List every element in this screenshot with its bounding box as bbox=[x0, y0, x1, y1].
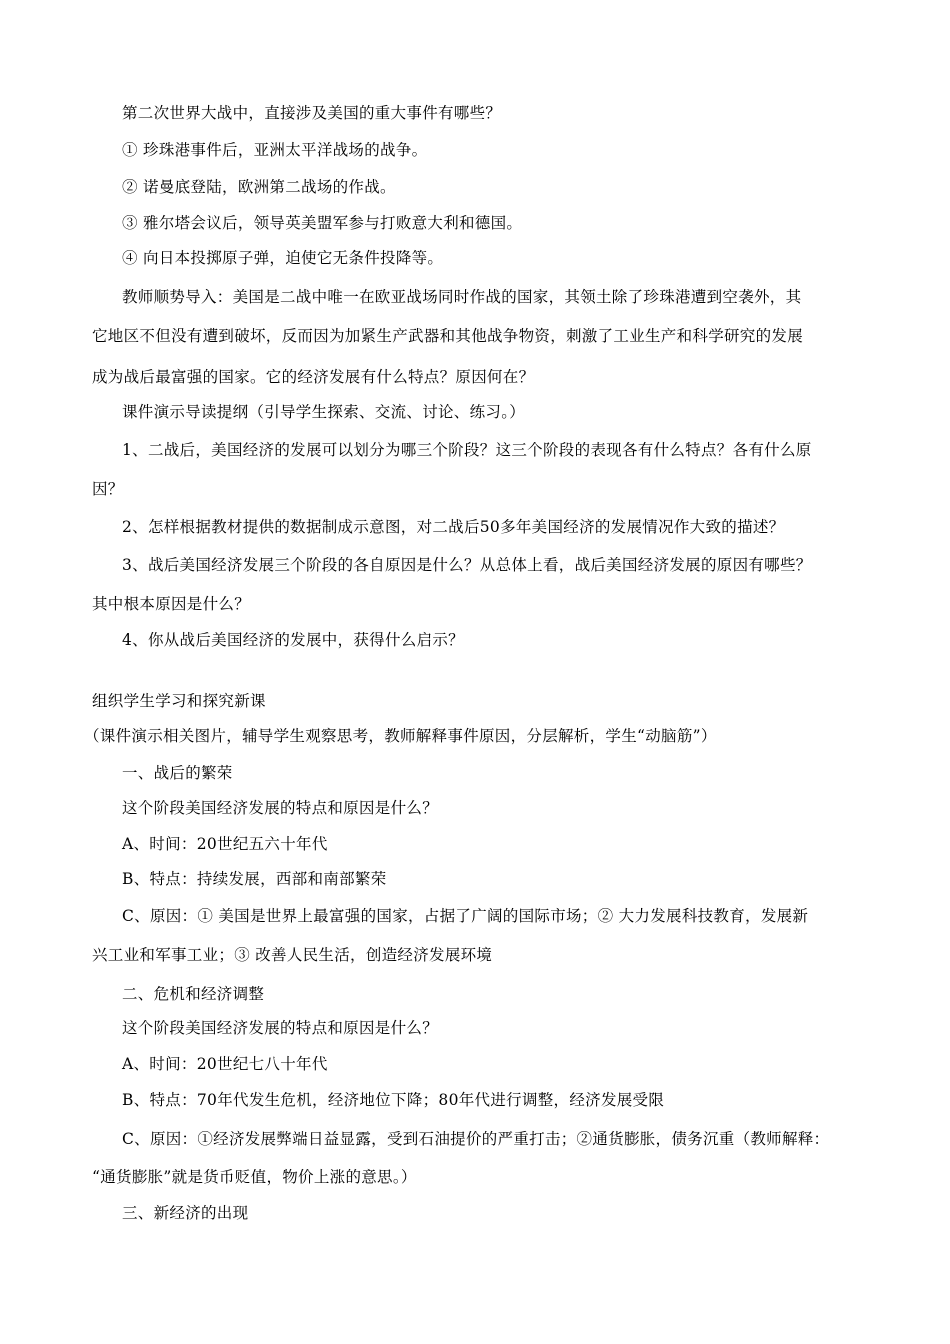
part3-title: 三、新经济的出现 bbox=[122, 1204, 249, 1222]
event-item-3: ③ 雅尔塔会议后，领导英美盟军参与打败意大利和德国。 bbox=[122, 214, 523, 232]
event-item-1: ① 珍珠港事件后，亚洲太平洋战场的战争。 bbox=[122, 141, 428, 159]
question-heading: 第二次世界大战中，直接涉及美国的重大事件有哪些？ bbox=[122, 104, 502, 122]
outline-q3-line-1: 3、战后美国经济发展三个阶段的各自原因是什么？从总体上看，战后美国经济发展的原因有哪些？ bbox=[122, 556, 812, 574]
teacher-intro-line-1: 教师顺势导入：美国是二战中唯一在欧亚战场同时作战的国家，其领土除了珍珠港遭到空袭外，其 bbox=[122, 288, 802, 306]
outline-q1-line-1: 1、二战后，美国经济的发展可以划分为哪三个阶段？这三个阶段的表现各有什么特点？各有什么原 bbox=[122, 441, 812, 459]
part1-question: 这个阶段美国经济发展的特点和原因是什么？ bbox=[122, 799, 439, 817]
part2-reason-line-2: “通货膨胀”就是货币贬值，物价上涨的意思。） bbox=[92, 1168, 417, 1186]
part1-reason-line-2: 兴工业和军事工业；③ 改善人民生活，创造经济发展环境 bbox=[92, 946, 493, 964]
part2-time: A、时间：20世纪七八十年代 bbox=[122, 1055, 328, 1073]
outline-q3-line-2: 其中根本原因是什么？ bbox=[92, 595, 251, 613]
event-item-2: ② 诺曼底登陆，欧洲第二战场的作战。 bbox=[122, 178, 396, 196]
outline-heading: 课件演示导读提纲（引导学生探索、交流、讨论、练习。） bbox=[122, 403, 526, 421]
teacher-intro-line-2: 它地区不但没有遭到破坏，反而因为加紧生产武器和其他战争物资，刺激了工业生产和科学研究的发展 bbox=[92, 327, 804, 345]
part1-title: 一、战后的繁荣 bbox=[122, 764, 233, 782]
section-note: （课件演示相关图片，辅导学生观察思考，教师解释事件原因，分层解析，学生“动脑筋”） bbox=[84, 727, 717, 745]
part1-time: A、时间：20世纪五六十年代 bbox=[122, 835, 328, 853]
outline-q1-line-2: 因？ bbox=[92, 480, 124, 498]
part1-reason-line-1: C、原因：① 美国是世界上最富强的国家，占据了广阔的国际市场；② 大力发展科技教育，发展新 bbox=[122, 907, 809, 925]
outline-q4: 4、你从战后美国经济的发展中，获得什么启示？ bbox=[122, 631, 464, 649]
part2-feature: B、特点：70年代发生危机，经济地位下降；80年代进行调整，经济发展受限 bbox=[122, 1091, 665, 1109]
teacher-intro-line-3: 成为战后最富强的国家。它的经济发展有什么特点？原因何在？ bbox=[92, 368, 535, 386]
event-item-4: ④ 向日本投掷原子弹，迫使它无条件投降等。 bbox=[122, 249, 444, 267]
part2-title: 二、危机和经济调整 bbox=[122, 985, 265, 1003]
part1-feature: B、特点：持续发展，西部和南部繁荣 bbox=[122, 870, 387, 888]
outline-q2: 2、怎样根据教材提供的数据制成示意图，对二战后50多年美国经济的发展情况作大致的描述？ bbox=[122, 518, 785, 536]
section-heading: 组织学生学习和探究新课 bbox=[92, 692, 266, 710]
part2-reason-line-1: C、原因：①经济发展弊端日益显露，受到石油提价的严重打击；②通货膨胀，债务沉重（教师解释： bbox=[122, 1130, 830, 1148]
part2-question: 这个阶段美国经济发展的特点和原因是什么？ bbox=[122, 1019, 439, 1037]
